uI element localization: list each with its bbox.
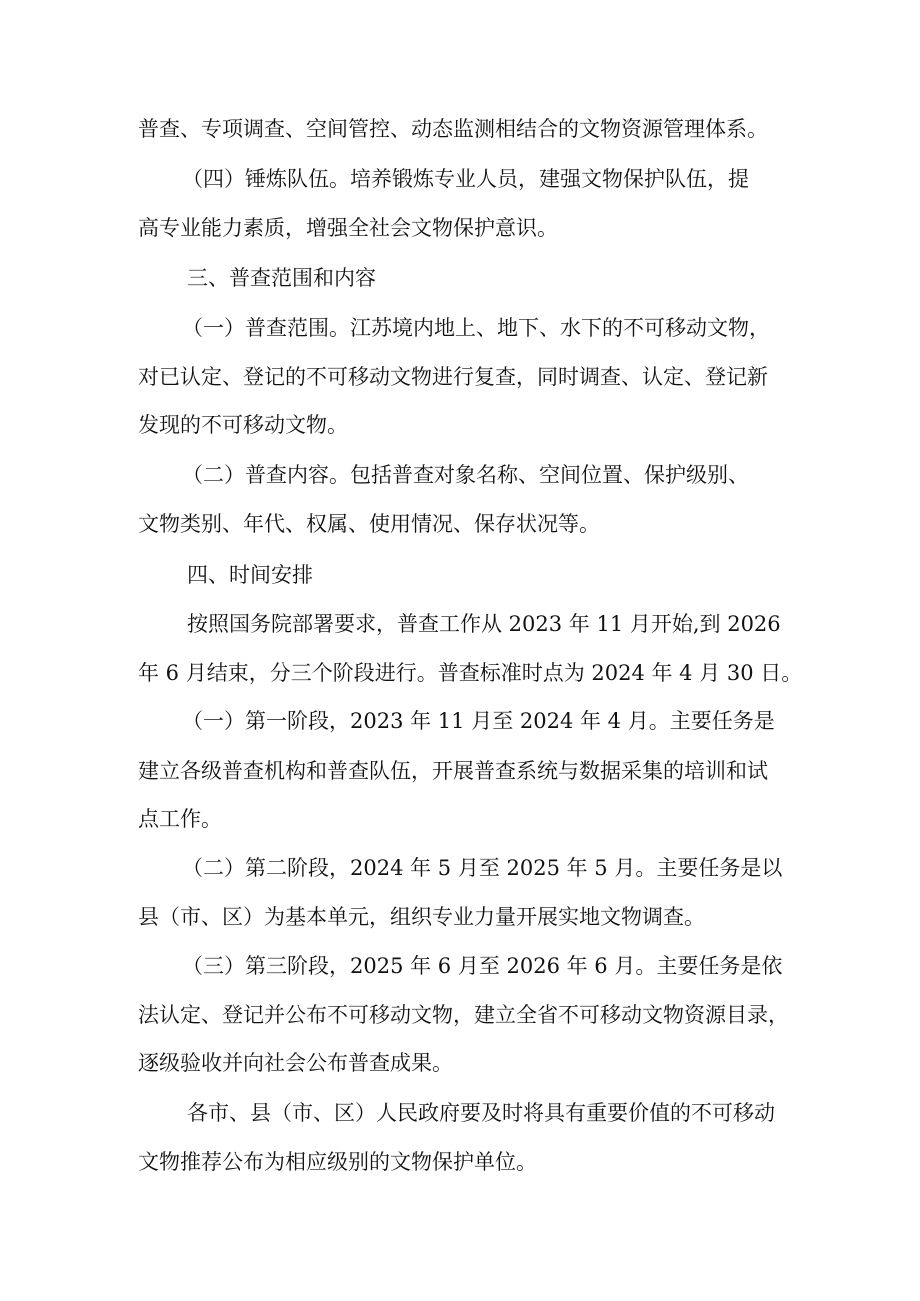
section-heading: 三、普查范围和内容	[187, 266, 376, 290]
text-line: 对已认定、登记的不可移动文物进行复查，同时调查、认定、登记新	[138, 365, 768, 389]
text-line: （一）第一阶段，2023 年 11 月至 2024 年 4 月。主要任务是	[182, 709, 775, 733]
text-line: 法认定、登记并公布不可移动文物，建立全省不可移动文物资源目录，	[138, 1003, 789, 1027]
text-line: 普查、专项调查、空间管控、动态监测相结合的文物资源管理体系。	[138, 117, 768, 141]
text-line: 点工作。	[138, 807, 222, 831]
text-line: 逐级验收并向社会公布普查成果。	[138, 1051, 453, 1075]
text-line: （三）第三阶段，2025 年 6 月至 2026 年 6 月。主要任务是依	[182, 954, 783, 978]
text-line: 按照国务院部署要求，普查工作从 2023 年 11 月开始,到 2026	[187, 612, 781, 636]
text-line: 县（市、区）为基本单元，组织专业力量开展实地文物调查。	[138, 905, 705, 929]
text-line: 各市、县（市、区）人民政府要及时将具有重要价值的不可移动	[187, 1101, 775, 1125]
text-line: 高专业能力素质，增强全社会文物保护意识。	[138, 216, 558, 240]
text-line: 文物类别、年代、权属、使用情况、保存状况等。	[138, 512, 600, 536]
text-line: （二）普查内容。包括普查对象名称、空间位置、保护级别、	[182, 463, 749, 487]
text-line: 建立各级普查机构和普查队伍，开展普查系统与数据采集的培训和试	[138, 759, 768, 783]
text-line: 文物推荐公布为相应级别的文物保护单位。	[138, 1150, 537, 1174]
section-heading: 四、时间安排	[187, 563, 313, 587]
text-line: （一）普查范围。江苏境内地上、地下、水下的不可移动文物，	[182, 316, 770, 340]
text-line: （二）第二阶段，2024 年 5 月至 2025 年 5 月。主要任务是以	[182, 856, 783, 880]
text-line: （四）锤炼队伍。培养锻炼专业人员，建强文物保护队伍，提	[182, 167, 749, 191]
text-line: 年 6 月结束，分三个阶段进行。普查标准时点为 2024 年 4 月 30 日。	[138, 661, 803, 685]
text-line: 发现的不可移动文物。	[138, 413, 348, 437]
